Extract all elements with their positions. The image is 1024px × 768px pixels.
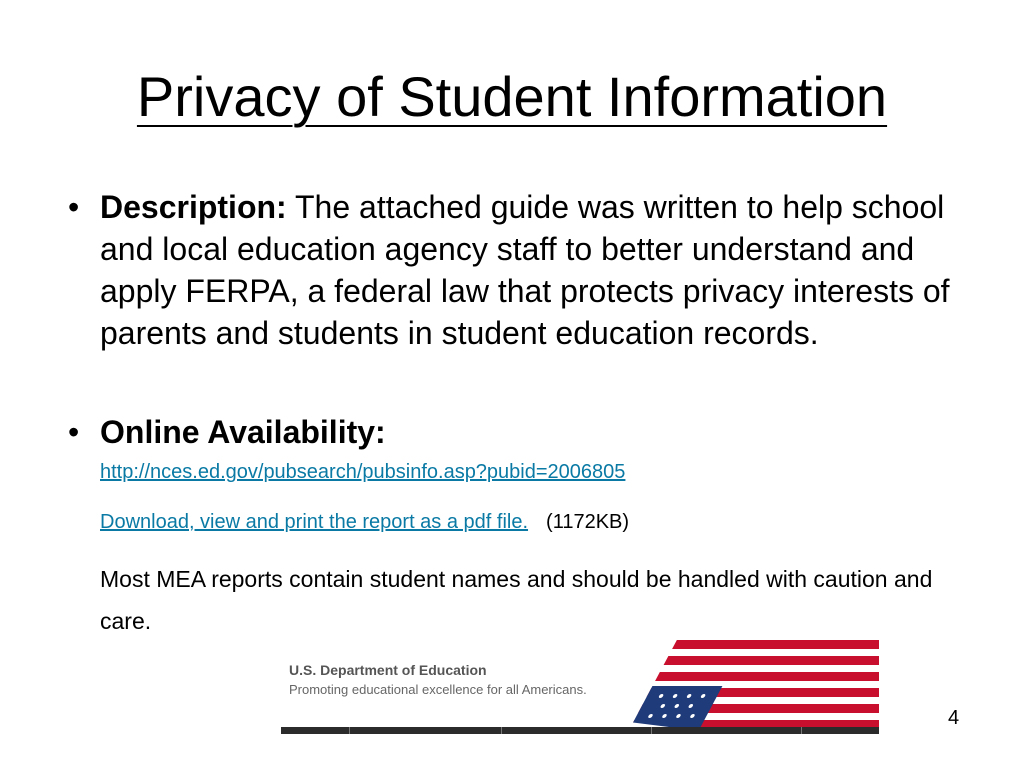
download-line [100, 509, 629, 535]
description-text: The attached guide was written to help school and local education agency staff to better understand and apply FERPA, a federal law that protects privacy interests of parents and students in student education records. [100, 189, 950, 351]
slide-title-text: Privacy of Student Information [136, 65, 888, 128]
american-flag-icon [609, 636, 879, 727]
page-number: 4 [948, 707, 960, 729]
caution-note: Most MEA reports contain student names and should be handled with caution and care. [100, 566, 933, 634]
banner-bottom-bar [281, 727, 879, 734]
url-line [100, 459, 625, 485]
banner-organization: U.S. Department of Education [289, 662, 487, 678]
description-body [100, 186, 968, 354]
availability-label: Online Availability: [100, 414, 386, 450]
ed-banner [281, 636, 879, 734]
description-label: Description: [100, 189, 287, 225]
download-pdf-link[interactable]: Download, view and print the report as a pdf file. [100, 511, 529, 533]
bullet-dot: • [68, 414, 80, 450]
file-size: (1172KB) [546, 511, 630, 533]
report-url-link[interactable]: http://nces.ed.gov/pubsearch/pubsinfo.asp?pubid=2006805 [100, 461, 626, 483]
banner-slogan: Promoting educational excellence for all Americans. [289, 682, 587, 697]
slide-title [0, 64, 1024, 130]
bullet-dot: • [68, 189, 80, 225]
